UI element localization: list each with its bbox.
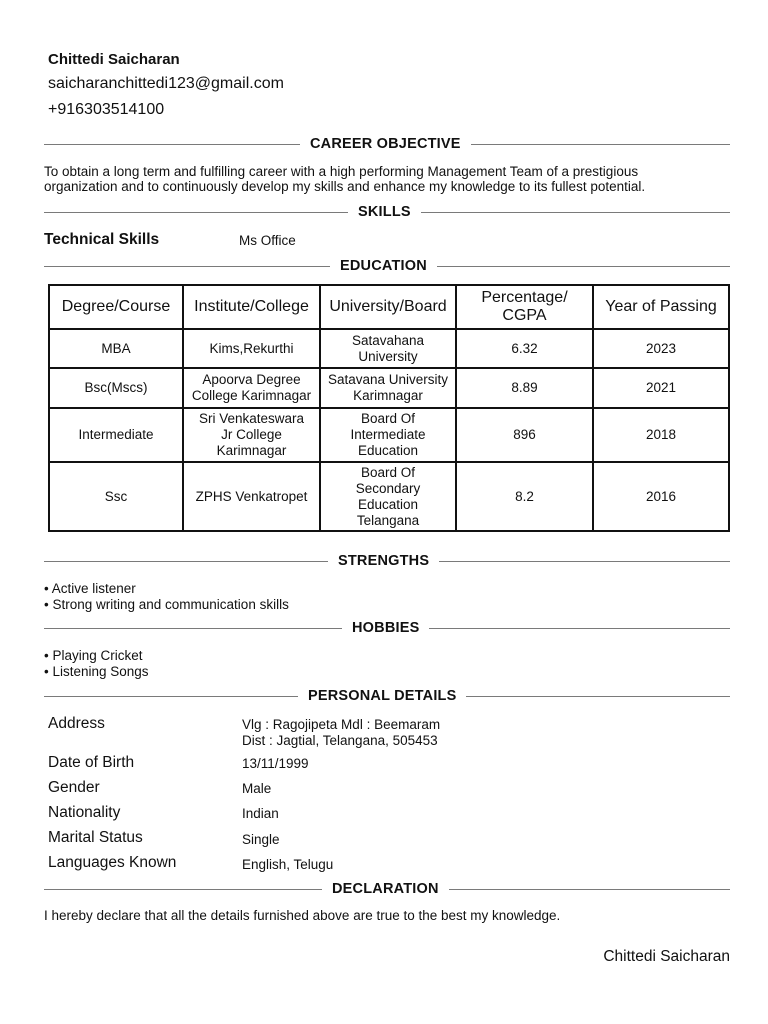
table-cell-degree: Intermediate bbox=[49, 408, 183, 462]
hobbies-heading bbox=[44, 619, 730, 637]
column-header-percentage-text: Percentage/ CGPA bbox=[481, 289, 568, 324]
personal-details-heading bbox=[44, 687, 730, 705]
divider-line bbox=[44, 696, 298, 697]
applicant-email: saicharanchittedi123@gmail.com bbox=[48, 75, 284, 92]
divider-line bbox=[439, 561, 730, 562]
section-title: STRENGTHS bbox=[338, 553, 430, 569]
languages-label: Languages Known bbox=[48, 854, 177, 871]
hobby-item: • Playing Cricket bbox=[44, 648, 143, 663]
gender-label: Gender bbox=[48, 779, 100, 796]
table-cell-university bbox=[320, 462, 456, 531]
education-table bbox=[48, 284, 730, 532]
divider-line bbox=[437, 266, 730, 267]
signature-name: Chittedi Saicharan bbox=[603, 948, 730, 965]
divider-line bbox=[44, 628, 342, 629]
table-cell-institute bbox=[183, 408, 320, 462]
dob-value: 13/11/1999 bbox=[242, 756, 309, 771]
applicant-name: Chittedi Saicharan bbox=[48, 51, 180, 68]
languages-value: English, Telugu bbox=[242, 857, 334, 872]
section-title: DECLARATION bbox=[332, 881, 439, 897]
table-cell-institute bbox=[183, 368, 320, 408]
technical-skills-value: Ms Office bbox=[239, 233, 296, 248]
marital-status-label: Marital Status bbox=[48, 829, 143, 846]
table-cell-university-text: Satavana University Karimnagar bbox=[327, 372, 449, 403]
table-cell-university bbox=[320, 329, 456, 368]
table-cell-university-text: Board Of Secondary Education Telangana bbox=[355, 464, 421, 528]
divider-line bbox=[421, 212, 730, 213]
table-cell-year: 2018 bbox=[593, 408, 729, 462]
column-header-university: University/Board bbox=[320, 285, 456, 329]
education-heading bbox=[44, 257, 730, 275]
table-cell-percentage: 8.89 bbox=[456, 368, 593, 408]
table-cell-institute-text: Apoorva Degree College Karimnagar bbox=[191, 372, 312, 403]
address-label: Address bbox=[48, 715, 105, 732]
section-title: SKILLS bbox=[358, 204, 411, 220]
dob-label: Date of Birth bbox=[48, 754, 135, 771]
skills-heading bbox=[44, 203, 730, 221]
divider-line bbox=[44, 144, 300, 145]
divider-line bbox=[471, 144, 730, 145]
table-cell-year: 2023 bbox=[593, 329, 729, 368]
marital-status-value: Single bbox=[242, 832, 280, 847]
table-cell-degree: Bsc(Mscs) bbox=[49, 368, 183, 408]
table-row bbox=[49, 462, 729, 531]
strength-item: • Active listener bbox=[44, 581, 136, 596]
section-title: CAREER OBJECTIVE bbox=[310, 136, 461, 152]
gender-value: Male bbox=[242, 781, 272, 796]
address-line-1: Vlg : Ragojipeta Mdl : Beemaram bbox=[242, 717, 441, 732]
career-objective-heading bbox=[44, 135, 730, 153]
divider-line bbox=[44, 889, 322, 890]
divider-line bbox=[44, 561, 328, 562]
technical-skills-label: Technical Skills bbox=[44, 231, 160, 248]
divider-line bbox=[466, 696, 730, 697]
declaration-heading bbox=[44, 880, 730, 898]
table-row bbox=[49, 368, 729, 408]
career-objective-line-1: To obtain a long term and fulfilling career with a high performing Management Team of a prestigious bbox=[44, 164, 639, 179]
column-header-percentage bbox=[456, 285, 593, 329]
section-title: EDUCATION bbox=[340, 258, 427, 274]
table-row bbox=[49, 329, 729, 368]
table-cell-university bbox=[320, 368, 456, 408]
table-cell-institute: Kims,Rekurthi bbox=[183, 329, 320, 368]
table-cell-university bbox=[320, 408, 456, 462]
column-header-degree: Degree/Course bbox=[49, 285, 183, 329]
strength-item: • Strong writing and communication skills bbox=[44, 597, 289, 612]
divider-line bbox=[44, 212, 348, 213]
table-cell-university-text: Satavahana University bbox=[351, 332, 425, 364]
table-cell-year: 2016 bbox=[593, 462, 729, 531]
strengths-heading bbox=[44, 552, 730, 570]
divider-line bbox=[44, 266, 330, 267]
table-cell-percentage: 6.32 bbox=[456, 329, 593, 368]
declaration-text: I hereby declare that all the details furnished above are true to the best my knowledge. bbox=[44, 908, 561, 923]
table-cell-percentage: 896 bbox=[456, 408, 593, 462]
table-cell-university-text: Board Of Intermediate Education bbox=[350, 411, 426, 458]
table-cell-degree: Ssc bbox=[49, 462, 183, 531]
section-title: HOBBIES bbox=[352, 620, 420, 636]
table-header-row bbox=[49, 285, 729, 329]
divider-line bbox=[429, 628, 730, 629]
table-cell-year: 2021 bbox=[593, 368, 729, 408]
section-title: PERSONAL DETAILS bbox=[308, 688, 457, 704]
nationality-label: Nationality bbox=[48, 804, 121, 821]
career-objective-line-2: organization and to continuously develop my skills and enhance my knowledge to its fullest potential. bbox=[44, 179, 646, 194]
nationality-value: Indian bbox=[242, 806, 279, 821]
address-line-2: Dist : Jagtial, Telangana, 505453 bbox=[242, 733, 438, 748]
divider-line bbox=[449, 889, 730, 890]
column-header-institute: Institute/College bbox=[183, 285, 320, 329]
table-cell-institute: ZPHS Venkatropet bbox=[183, 462, 320, 531]
hobby-item: • Listening Songs bbox=[44, 664, 149, 679]
applicant-phone: +916303514100 bbox=[48, 101, 165, 118]
table-cell-degree: MBA bbox=[49, 329, 183, 368]
table-cell-percentage: 8.2 bbox=[456, 462, 593, 531]
table-row bbox=[49, 408, 729, 462]
table-cell-institute-text: Sri Venkateswara Jr College Karimnagar bbox=[198, 411, 305, 458]
column-header-year: Year of Passing bbox=[593, 285, 729, 329]
